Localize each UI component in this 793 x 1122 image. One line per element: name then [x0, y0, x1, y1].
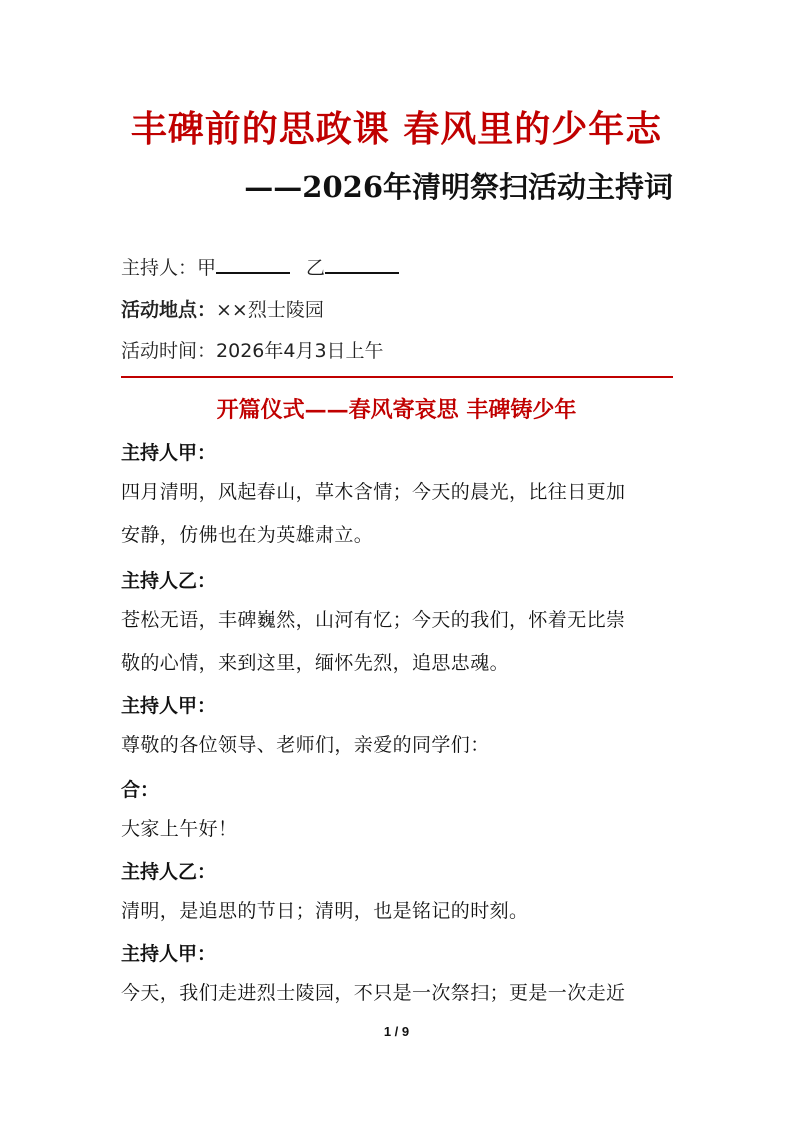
paragraph	[121, 972, 677, 1015]
host-line	[121, 253, 415, 280]
host-label: 主持人：	[121, 257, 198, 279]
time-value: 2026年4月3日上午	[216, 340, 384, 362]
paragraph-line: 大家上午好！	[121, 818, 238, 840]
location-label: 活动地点：	[121, 299, 217, 321]
location-value: ××烈士陵园	[216, 299, 324, 321]
section-title: 开篇仪式——春风寄哀思 丰碑铸少年	[216, 397, 577, 423]
paragraph	[121, 471, 677, 557]
paragraph-line: 敬的心情，来到这里，缅怀先烈，追思忠魂。	[121, 652, 510, 674]
host-a-label: 甲	[197, 257, 217, 279]
host-b-blank	[325, 254, 399, 274]
host-a-blank	[216, 254, 290, 274]
paragraph-line: 今天，我们走进烈士陵园，不只是一次祭扫；更是一次走近	[121, 982, 626, 1004]
time-line	[121, 336, 384, 363]
section-divider	[121, 376, 673, 378]
page-number: 1 / 9	[383, 1024, 410, 1039]
paragraph-line: 清明，是追思的节日；清明，也是铭记的时刻。	[121, 900, 529, 922]
paragraph-line: 尊敬的各位领导、老师们，亲爱的同学们：	[121, 734, 490, 756]
paragraph-line: 安静，仿佛也在为英雄肃立。	[121, 524, 374, 546]
speaker-label: 主持人乙：	[121, 861, 217, 883]
speaker-label: 合：	[121, 779, 160, 801]
paragraph	[121, 808, 677, 851]
paragraph-line: 苍松无语，丰碑巍然，山河有忆；今天的我们，怀着无比崇	[121, 609, 626, 631]
document-subtitle: ——2026年清明祭扫活动主持词	[244, 170, 673, 204]
speaker-label: 主持人甲：	[121, 695, 217, 717]
speaker-label: 主持人甲：	[121, 943, 217, 965]
location-line	[121, 295, 324, 322]
paragraph	[121, 724, 677, 767]
paragraph	[121, 599, 677, 685]
speaker-label: 主持人乙：	[121, 570, 217, 592]
paragraph	[121, 890, 677, 933]
paragraph-line: 四月清明，风起春山，草木含情；今天的晨光，比往日更加	[121, 481, 626, 503]
document-title: 丰碑前的思政课 春风里的少年志	[130, 108, 663, 150]
host-b-label: 乙	[306, 257, 326, 279]
time-label: 活动时间：	[121, 340, 217, 362]
speaker-label: 主持人甲：	[121, 442, 217, 464]
